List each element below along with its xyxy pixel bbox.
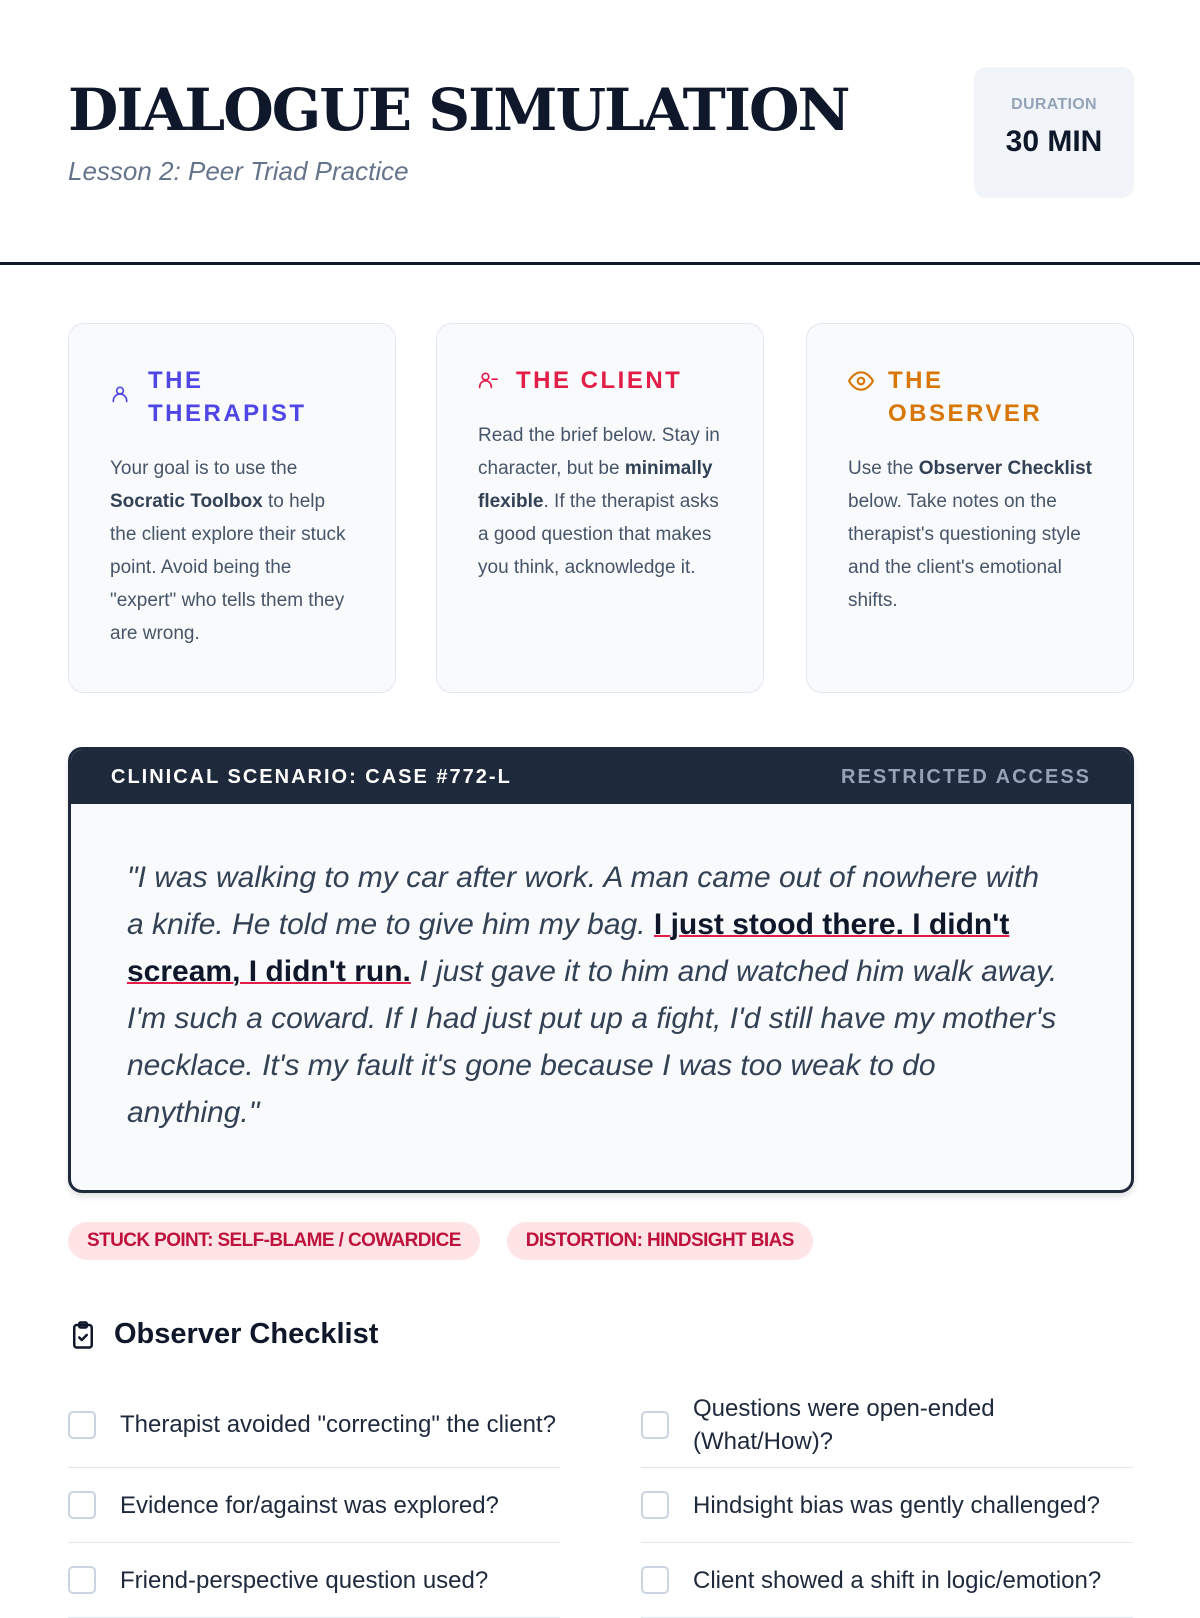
role-title-observer: THE OBSERVER bbox=[888, 367, 1043, 427]
checklist-item[interactable] bbox=[68, 1382, 560, 1468]
duration-label: DURATION bbox=[1011, 96, 1097, 113]
emphasis-text: Socratic Toolbox bbox=[110, 491, 263, 512]
scenario-quote bbox=[127, 854, 1061, 1136]
quote-text-end: I just gave it to him and watched him walk away. I'm such a coward. If I had just put up a fight, I'd still have my mother's necklace. It's my fault it's gone because I was too weak to do anything." bbox=[127, 955, 1058, 1129]
checkbox[interactable] bbox=[68, 1566, 96, 1594]
checkbox[interactable] bbox=[68, 1491, 96, 1519]
quote-highlight: I just stood there. I didn't scream, I didn't run. bbox=[127, 908, 1010, 988]
checklist-column-left bbox=[68, 1382, 560, 1618]
role-card-client bbox=[436, 323, 764, 693]
body-text: . If the therapist asks a good question that makes you think, acknowledge it. bbox=[478, 491, 719, 578]
distortion-tag: DISTORTION: HINDSIGHT BIAS bbox=[507, 1222, 813, 1260]
role-title-client: THE CLIENT bbox=[516, 367, 683, 394]
checklist-item-label: Therapist avoided "correcting" the client? bbox=[120, 1411, 556, 1438]
clipboard-check-icon bbox=[68, 1320, 98, 1350]
page-title: DIALOGUE SIMULATION bbox=[68, 76, 849, 144]
body-text: to help the client explore their stuck point. Avoid being the "expert" who tells them they are wrong. bbox=[110, 491, 346, 644]
restricted-access-label: RESTRICTED ACCESS bbox=[841, 765, 1091, 788]
scenario-tags bbox=[68, 1222, 840, 1260]
checklist-item-label: Questions were open-ended (What/How)? bbox=[693, 1394, 995, 1455]
checkbox[interactable] bbox=[641, 1566, 669, 1594]
role-description-therapist bbox=[110, 452, 355, 650]
checklist-item[interactable] bbox=[68, 1543, 560, 1618]
checklist-item-label: Evidence for/against was explored? bbox=[120, 1491, 499, 1519]
checklist-item-label: Friend-perspective question used? bbox=[120, 1566, 489, 1594]
emphasis-text: Observer Checklist bbox=[918, 458, 1092, 479]
role-title-therapist: THE THERAPIST bbox=[148, 367, 307, 427]
checkbox[interactable] bbox=[641, 1491, 669, 1519]
page-header bbox=[0, 0, 1200, 265]
eye-icon bbox=[848, 368, 874, 394]
checklist-item-label: Hindsight bias was gently challenged? bbox=[693, 1491, 1100, 1519]
duration-card bbox=[974, 67, 1134, 198]
checklist-item-label: Client showed a shift in logic/emotion? bbox=[693, 1566, 1102, 1594]
checklist-item[interactable] bbox=[68, 1468, 560, 1543]
clinical-scenario-card bbox=[68, 747, 1134, 1193]
body-text: Read the brief below. Stay in character, but be bbox=[478, 425, 720, 479]
user-icon bbox=[110, 384, 130, 404]
role-description-client bbox=[478, 419, 723, 584]
observer-checklist-header bbox=[68, 1318, 378, 1351]
checklist-item[interactable] bbox=[641, 1382, 1133, 1468]
role-card-therapist bbox=[68, 323, 396, 693]
scenario-header-bar bbox=[71, 750, 1131, 804]
role-cards bbox=[68, 323, 1134, 693]
checkbox[interactable] bbox=[641, 1411, 669, 1439]
checklist-item[interactable] bbox=[641, 1468, 1133, 1543]
user-minus-icon bbox=[478, 370, 498, 390]
role-description-observer bbox=[848, 452, 1093, 617]
checklist-title: Observer Checklist bbox=[114, 1318, 379, 1350]
checklist-column-right bbox=[641, 1382, 1133, 1618]
body-text: Your goal is to use the bbox=[110, 458, 298, 479]
quote-text-start: "I was walking to my car after work. A man came out of nowhere with a knife. He told me to give him my bag. bbox=[127, 861, 1040, 941]
page-subtitle: Lesson 2: Peer Triad Practice bbox=[68, 156, 409, 186]
body-text: below. Take notes on the therapist's questioning style and the client's emotional shifts. bbox=[848, 491, 1081, 611]
body-text: Use the bbox=[848, 458, 919, 479]
duration-value: 30 MIN bbox=[1005, 125, 1103, 158]
scenario-case-label: CLINICAL SCENARIO: CASE #772-L bbox=[111, 765, 512, 788]
checklist-item[interactable] bbox=[641, 1543, 1133, 1618]
emphasis-text: minimally flexible bbox=[478, 458, 713, 512]
checkbox[interactable] bbox=[68, 1411, 96, 1439]
stuck-point-tag: STUCK POINT: SELF-BLAME / COWARDICE bbox=[68, 1222, 480, 1260]
role-card-observer bbox=[806, 323, 1134, 693]
